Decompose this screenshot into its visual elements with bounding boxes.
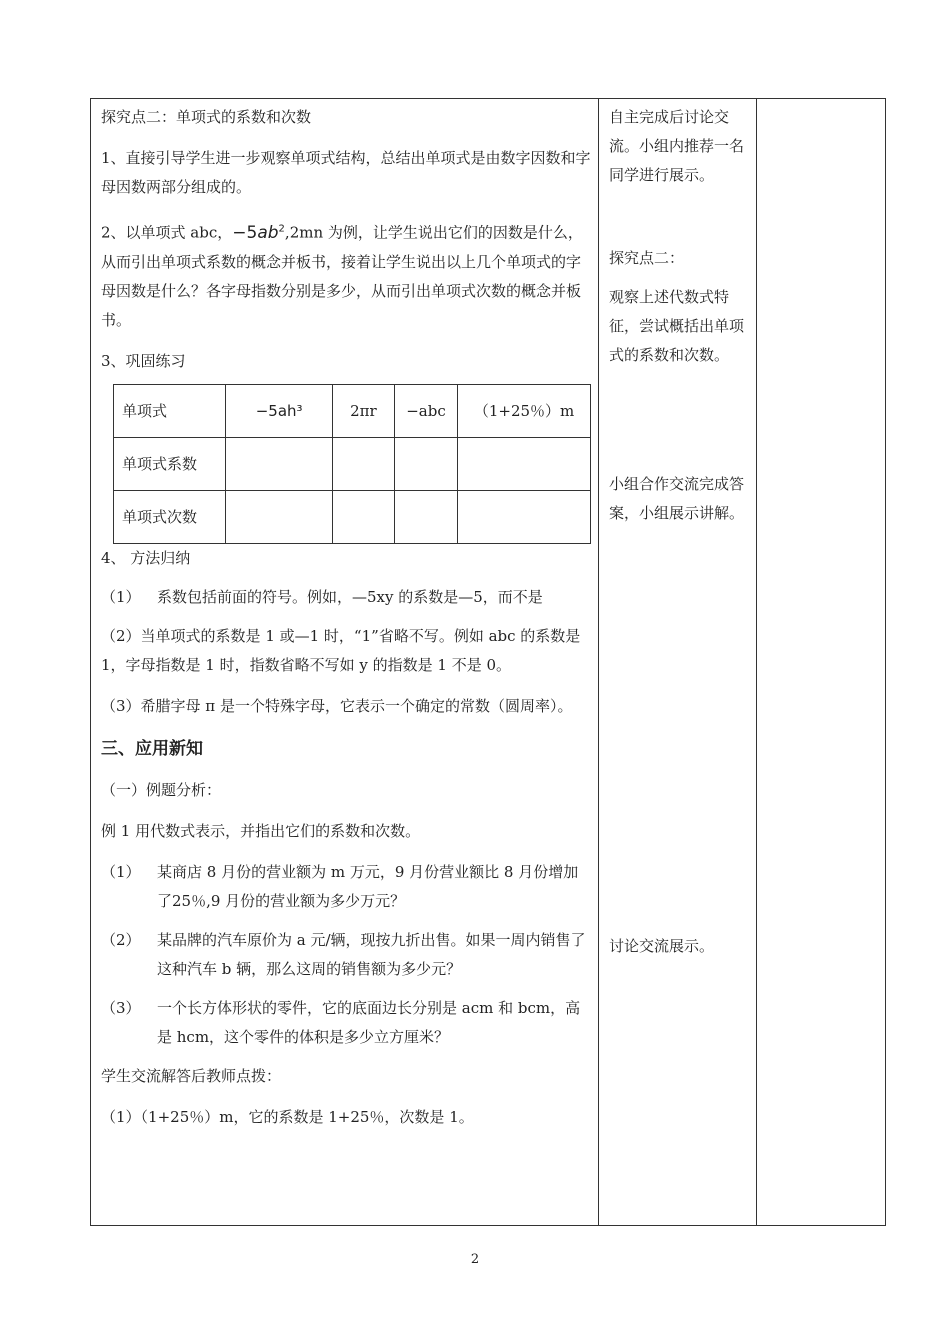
table-cell: 单项式 [114, 384, 226, 437]
student-activity-column [609, 103, 755, 961]
table-cell [226, 490, 332, 543]
section-3-title: 三、应用新知 [101, 738, 203, 759]
note-3: 小组合作交流完成答案，小组展示讲解。 [609, 475, 745, 522]
note-1: 自主完成后讨论交流。小组内推荐一名同学进行展示。 [609, 108, 745, 184]
rule-1: （1） 系数包括前面的符号。例如，—5xy 的系数是—5，而不是 [101, 587, 543, 606]
table-row [114, 437, 591, 490]
point2-title: 探究点二：单项式的系数和次数 [101, 108, 312, 126]
table-cell [458, 490, 591, 543]
table-row [114, 384, 591, 437]
table-cell [332, 490, 394, 543]
table-cell [226, 437, 332, 490]
table-row [114, 490, 591, 543]
rule-3: （3）希腊字母 π 是一个特殊字母，它表示一个确定的常数（圆周率）。 [101, 696, 573, 715]
paragraph-2: 2、以单项式 abc，$-5ab^2,2mn$ 为例，让学生说出它们的因数是什么，从而引出单项式系数的概念并板书，接着让学生说出以上几个单项式的字母因数是什么？各字母指数分别是多少，从而引出单项式次数的概念并板书。 [101, 222, 583, 329]
table-cell [332, 437, 394, 490]
table-cell: −5ah³ [226, 384, 332, 437]
paragraph-3: 3、巩固练习 [101, 351, 186, 370]
practice-table [113, 384, 591, 544]
table-cell: 2πr [332, 384, 394, 437]
example-heading: （一）例题分析： [101, 780, 222, 799]
example-1: 例 1 用代数式表示，并指出它们的系数和次数。 [101, 821, 421, 840]
question-1: （1） 某商店 8 月份的营业额为 m 万元，9 月份营业额比 8 月份增加了25％,9 月份的营业额为多少万元？ [101, 862, 579, 910]
table-cell: 单项式系数 [114, 437, 226, 490]
note-4: 讨论交流展示。 [609, 937, 715, 955]
table-cell: （1+25％）m [458, 384, 591, 437]
table-cell [394, 437, 457, 490]
column-divider [598, 99, 599, 1225]
table-cell: 单项式次数 [114, 490, 226, 543]
lesson-plan-table [90, 98, 886, 1226]
after-discussion: 学生交流解答后教师点拨： [101, 1066, 282, 1085]
table-cell: −abc [394, 384, 457, 437]
question-2: （2） 某品牌的汽车原价为 a 元/辆，现按九折出售。如果一周内销售了这种汽车 b 辆，那么这周的销售额为多少元？ [101, 930, 586, 978]
note-2-title: 探究点二： [609, 249, 685, 267]
paragraph-4: 4、 方法归纳 [101, 548, 191, 567]
rule-2: （2）当单项式的系数是 1 或—1 时，“1”省略不写。例如 abc 的系数是 1，字母指数是 1 时，指数省略不写如 y 的指数是 1 不是 0。 [101, 626, 581, 674]
teaching-content-column [101, 103, 591, 1132]
question-3: （3） 一个长方体形状的零件，它的底面边长分别是 acm 和 bcm，高是 hcm，这个零件的体积是多少立方厘米？ [101, 998, 581, 1046]
page-number: 2 [470, 1252, 480, 1267]
table-cell [458, 437, 591, 490]
answer-1: （1）（1+25％）m，它的系数是 1+25％，次数是 1。 [101, 1107, 474, 1126]
paragraph-1: 1、直接引导学生进一步观察单项式结构，总结出单项式是由数字因数和字母因数两部分组成的。 [101, 149, 591, 196]
column-divider [756, 99, 757, 1225]
note-2: 观察上述代数式特征，尝试概括出单项式的系数和次数。 [609, 288, 745, 364]
table-cell [394, 490, 457, 543]
